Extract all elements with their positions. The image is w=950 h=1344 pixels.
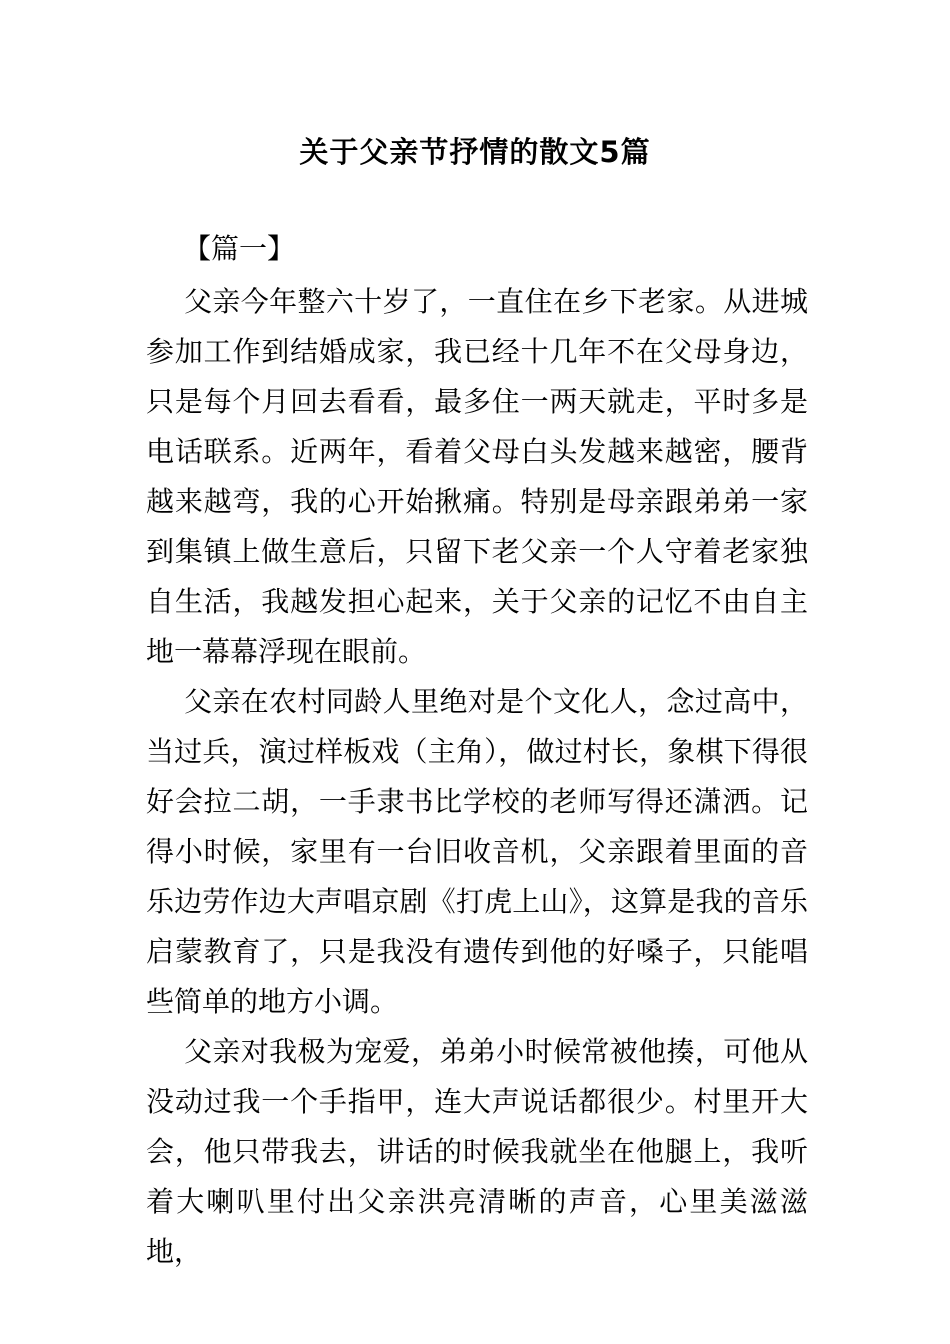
paragraph-2: 父亲在农村同龄人里绝对是个文化人，念过高中，当过兵，演过样板戏（主角），做过村长，象棋下得很好会拉二胡，一手隶书比学校的老师写得还潇洒。记得小时候，家里有一台旧收音机，父亲跟着里面的音乐边劳作边大声唱京剧《打虎上山》，这算是我的音乐启蒙教育了，只是我没有遗传到他的好嗓子，只能唱些简单的地方小调。 (146, 685, 808, 1018)
document-title: 关于父亲节抒情的散文5篇 (299, 135, 651, 169)
paragraph-3: 父亲对我极为宠爱，弟弟小时候常被他揍，可他从没动过我一个手指甲，连大声说话都很少。村里开大会，他只带我去，讲话的时候我就坐在他腿上，我听着大喇叭里付出父亲洪亮清晰的声音，心里美滋滋地， (146, 1035, 808, 1268)
body-text (146, 277, 808, 1277)
section-heading: 【篇一】 (183, 232, 296, 265)
paragraph-1: 父亲今年整六十岁了，一直住在乡下老家。从进城参加工作到结婚成家，我已经十几年不在父母身边，只是每个月回去看看，最多住一两天就走，平时多是电话联系。近两年，看着父母白头发越来越密，腰背越来越弯，我的心开始揪痛。特别是母亲跟弟弟一家到集镇上做生意后，只留下老父亲一个人守着老家独自生活，我越发担心起来，关于父亲的记忆不由自主地一幕幕浮现在眼前。 (146, 285, 808, 668)
